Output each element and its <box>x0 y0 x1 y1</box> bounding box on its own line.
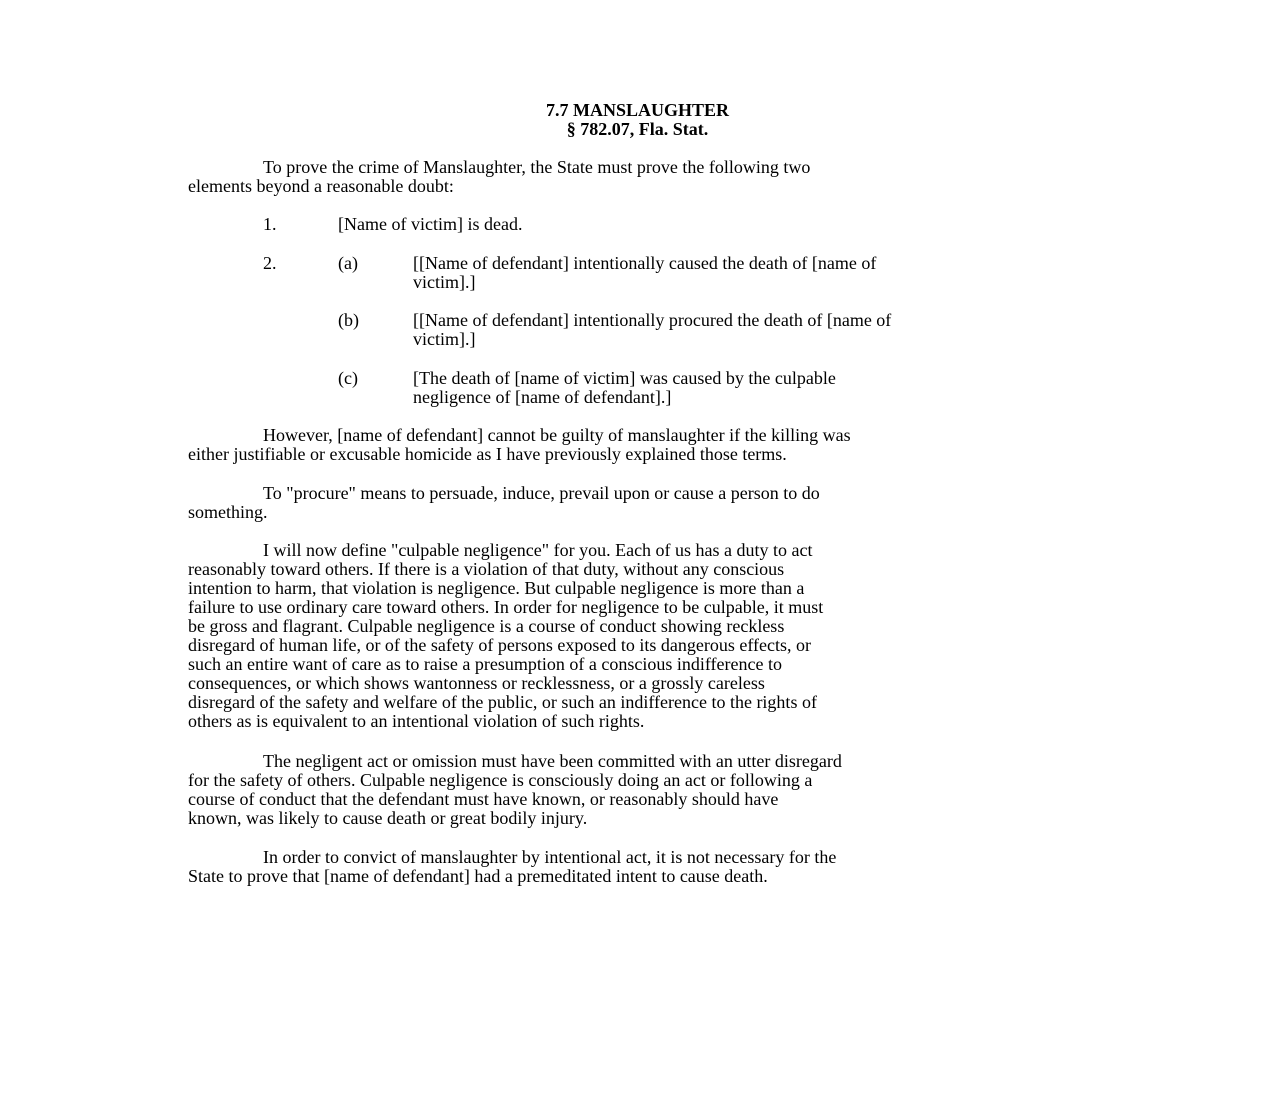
paragraph-line: consequences, or which shows wantonness or recklessness, or a grossly careless <box>188 673 765 693</box>
paragraph-line: To prove the crime of Manslaughter, the State must prove the following two <box>263 157 811 177</box>
paragraph-line: be gross and flagrant. Culpable negligence is a course of conduct showing reckless <box>188 616 785 636</box>
intro-paragraph <box>188 158 1088 196</box>
list-line: negligence of [name of defendant].] <box>413 387 672 407</box>
element-2b-text <box>413 311 891 349</box>
page-title: 7.7 MANSLAUGHTER <box>545 100 729 120</box>
culpable-negligence-paragraph <box>188 541 1088 731</box>
paragraph-line: reasonably toward others. If there is a violation of that duty, without any conscious <box>188 559 785 579</box>
paragraph-line: I will now define "culpable negligence" for you. Each of us has a duty to act <box>263 540 813 560</box>
element-2b-label: (b) <box>338 310 359 330</box>
element-2a-text <box>413 254 876 292</box>
paragraph-line: intention to harm, that violation is negligence. But culpable negligence is more than a <box>188 578 805 598</box>
statute-citation: § 782.07, Fla. Stat. <box>566 119 709 139</box>
list-line: [[Name of defendant] intentionally caused the death of [name of <box>413 253 877 273</box>
paragraph-line: elements beyond a reasonable doubt: <box>188 176 454 196</box>
list-line: victim].] <box>413 329 476 349</box>
paragraph-line: either justifiable or excusable homicide as I have previously explained those terms. <box>188 444 787 464</box>
list-line: [[Name of defendant] intentionally procured the death of [name of <box>413 310 892 330</box>
justifiable-homicide-paragraph <box>188 426 1088 464</box>
paragraph-line: disregard of human life, or of the safety of persons exposed to its dangerous effects, or <box>188 635 811 655</box>
premeditation-paragraph <box>188 848 1088 886</box>
element-1-text: [Name of victim] is dead. <box>338 214 523 234</box>
paragraph-line: for the safety of others. Culpable negligence is consciously doing an act or following a <box>188 770 813 790</box>
paragraph-line: others as is equivalent to an intentional violation of such rights. <box>188 711 645 731</box>
procure-definition-paragraph <box>188 484 1088 522</box>
paragraph-line: To "procure" means to persuade, induce, prevail upon or cause a person to do <box>263 483 820 503</box>
paragraph-line: such an entire want of care as to raise a presumption of a conscious indifference to <box>188 654 782 674</box>
paragraph-line: failure to use ordinary care toward others. In order for negligence to be culpable, it must <box>188 597 824 617</box>
element-1-number: 1. <box>263 214 277 234</box>
list-line: victim].] <box>413 272 476 292</box>
element-2a-label: (a) <box>338 253 358 273</box>
paragraph-line: disregard of the safety and welfare of the public, or such an indifference to the rights of <box>188 692 817 712</box>
paragraph-line: known, was likely to cause death or great bodily injury. <box>188 808 588 828</box>
negligent-act-paragraph <box>188 752 1088 828</box>
element-2-number: 2. <box>263 253 277 273</box>
paragraph-line: something. <box>188 502 268 522</box>
paragraph-line: The negligent act or omission must have been committed with an utter disregard <box>263 751 842 771</box>
paragraph-line: However, [name of defendant] cannot be guilty of manslaughter if the killing was <box>263 425 851 445</box>
list-line: [The death of [name of victim] was caused by the culpable <box>413 368 836 388</box>
element-2c-label: (c) <box>338 368 358 388</box>
element-2c-text <box>413 369 836 407</box>
paragraph-line: State to prove that [name of defendant] had a premeditated intent to cause death. <box>188 866 768 886</box>
paragraph-line: course of conduct that the defendant must have known, or reasonably should have <box>188 789 779 809</box>
paragraph-line: In order to convict of manslaughter by intentional act, it is not necessary for the <box>263 847 837 867</box>
